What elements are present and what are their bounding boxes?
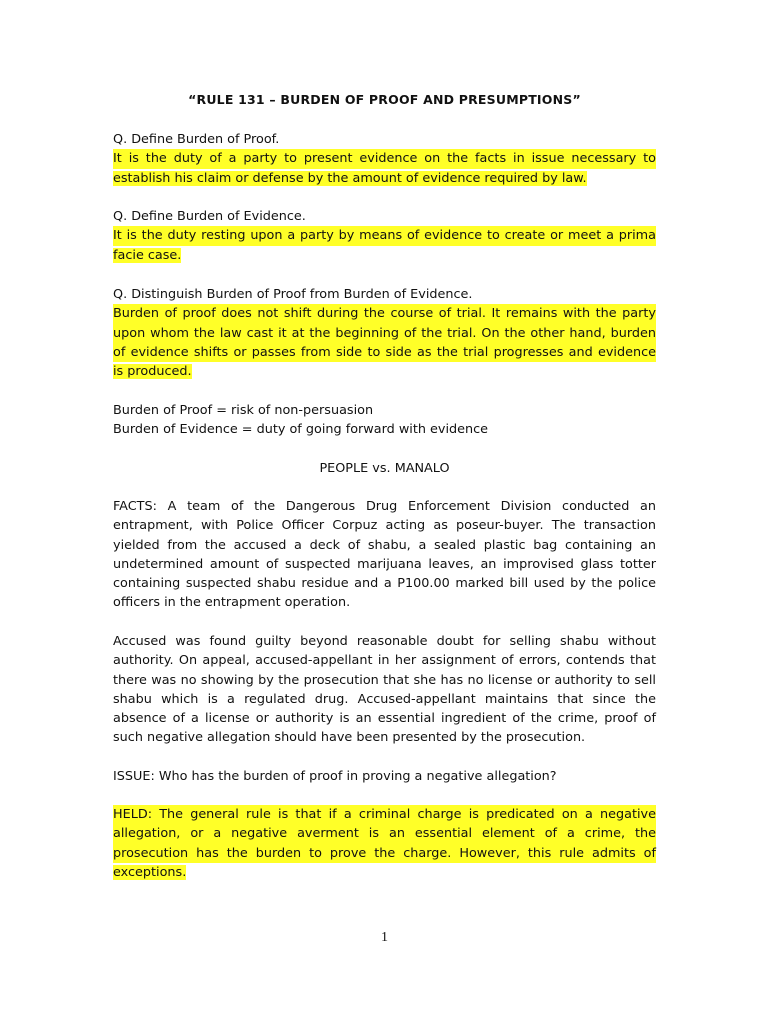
question-block-burden-of-proof xyxy=(113,130,656,188)
held-paragraph xyxy=(113,805,656,882)
document-title: “RULE 131 – BURDEN OF PROOF AND PRESUMPTIONS” xyxy=(188,92,581,107)
paragraph-line: such negative allegation should have been presented by the prosecution. xyxy=(113,730,586,746)
accused-paragraph xyxy=(113,632,656,748)
highlighted-answer xyxy=(113,149,656,188)
issue-line xyxy=(113,767,656,786)
paragraph-line: FACTS: A team of the Dangerous Drug Enforcement Division conducted an xyxy=(113,499,656,514)
question-text: Q. Define Burden of Proof. xyxy=(113,132,280,147)
held-line: exceptions. xyxy=(113,864,187,880)
answer-line: allegation, or a negative averment is an essential element of a crime, the xyxy=(113,824,656,843)
paragraph-line: there was no showing by the prosecution that she has no license or authority to sell xyxy=(113,672,656,688)
answer-line: It is the duty resting upon a party by means of evidence to create or meet a prima xyxy=(113,226,656,245)
paragraph-line: authority. On appeal, accused-appellant in her assignment of errors, contends that xyxy=(113,653,656,669)
answer-line: It is the duty of a party to present evidence on the facts in issue necessary to xyxy=(113,149,656,168)
definition-line: Burden of Evidence = duty of going forward with evidence xyxy=(113,422,489,438)
answer-line: is produced. xyxy=(113,364,192,380)
paragraph-line: containing suspected shabu residue and a P100.00 marked bill used by the police xyxy=(113,576,656,592)
question-text: Q. Define Burden of Evidence. xyxy=(113,209,306,224)
page-number: 1 xyxy=(381,930,388,945)
answer-line: HELD: The general rule is that if a criminal charge is predicated on a negative xyxy=(113,805,656,824)
highlighted-answer xyxy=(113,226,656,265)
answer-line: Burden of proof does not shift during the course of trial. It remains with the party xyxy=(113,304,656,323)
paragraph-line: entrapment, with Police Officer Corpuz acting as poseur-buyer. The transaction xyxy=(113,518,656,534)
paragraph-line: Accused was found guilty beyond reasonable doubt for selling shabu without xyxy=(113,634,656,649)
answer-line: establish his claim or defense by the amount of evidence required by law. xyxy=(113,170,587,186)
highlighted-answer xyxy=(113,304,656,381)
question-block-burden-of-evidence xyxy=(113,207,656,265)
answer-line: facie case. xyxy=(113,247,182,263)
paragraph-line: yielded from the accused a deck of shabu, a sealed plastic bag containing an xyxy=(113,537,656,553)
paragraph-line: absence of a license or authority is an essential ingredient of the crime, proof of xyxy=(113,711,656,727)
paragraph-line: officers in the entrapment operation. xyxy=(113,595,351,611)
definitions-block xyxy=(113,401,656,440)
definition-line: Burden of Proof = risk of non-persuasion xyxy=(113,403,374,418)
paragraph-line: undetermined amount of suspected marijuana leaves, an improvised glass totter xyxy=(113,556,656,572)
answer-line: prosecution has the burden to prove the charge. However, this rule admits of xyxy=(113,844,656,863)
case-title: PEOPLE vs. MANALO xyxy=(319,461,450,476)
question-block-distinguish xyxy=(113,285,656,381)
facts-paragraph xyxy=(113,497,656,613)
question-text: Q. Distinguish Burden of Proof from Burden of Evidence. xyxy=(113,287,473,302)
answer-line: of evidence shifts or passes from side to side as the trial progresses and evidence xyxy=(113,343,656,362)
paragraph-line: shabu which is a regulated drug. Accused-appellant maintains that since the xyxy=(113,691,656,707)
answer-line: upon whom the law cast it at the beginning of the trial. On the other hand, burden xyxy=(113,324,656,343)
issue-text: ISSUE: Who has the burden of proof in proving a negative allegation? xyxy=(113,769,557,784)
